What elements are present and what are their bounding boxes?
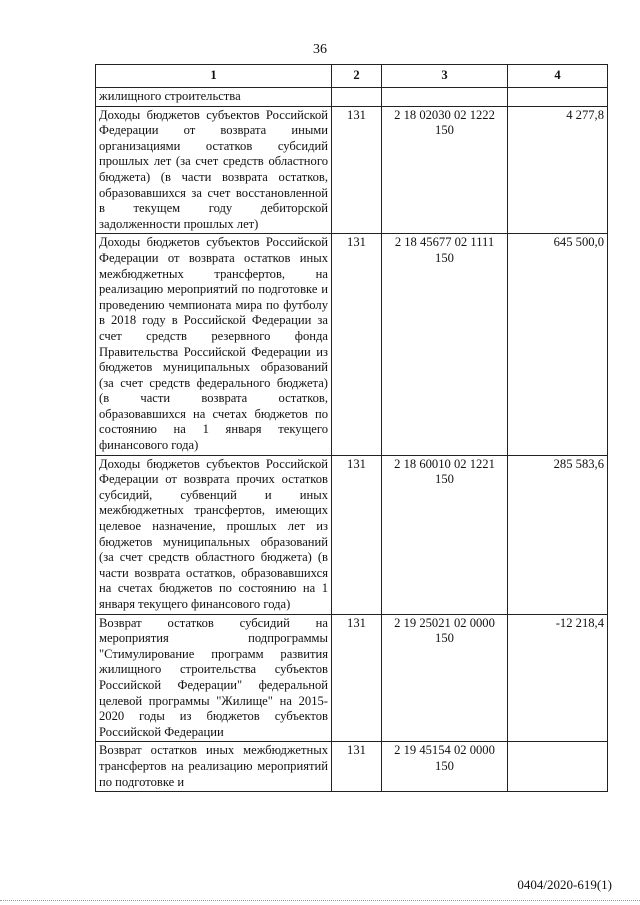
budget-revenue-table <box>95 64 608 792</box>
document-code: 0404/2020-619(1) <box>517 877 612 892</box>
row-code: 131 <box>332 234 382 455</box>
row-code: 131 <box>332 455 382 614</box>
row-kbk: 2 18 45677 02 1111 150 <box>382 234 508 455</box>
row-description: Возврат остатков иных межбюджетных трансфертов на реализацию мероприятий по подготовке и <box>96 742 332 792</box>
table-row <box>96 88 608 107</box>
row-amount <box>508 88 608 107</box>
page-number: 36 <box>313 42 327 57</box>
table-header-row <box>96 65 608 88</box>
row-description: Доходы бюджетов субъектов Российской Федерации от возврата остатков иных межбюджетных трансфертов, на реализацию мероприятий по подготовке и проведению чемпионата мира по футболу в 2018 году в Российской Федерации за счет средств резервного фонда Правительства Российской Федерации из бюджетов муниципальных образований (за счет средств федерального бюджета) (в части возврата остатков, образовавшихся на счетах бюджетов по состоянию на 1 января текущего финансового года) <box>96 234 332 455</box>
row-description: Доходы бюджетов субъектов Российской Федерации от возврата прочих остатков субсидий, субвенций и иных межбюджетных трансфертов, имеющих целевое назначение, прошлых лет из бюджетов муниципальных образований (за счет средств областного бюджета) (в части возврата остатков, образовавшихся на счетах бюджетов по состоянию на 1 января текущего финансового года) <box>96 455 332 614</box>
row-kbk: 2 19 25021 02 0000 150 <box>382 614 508 742</box>
table-row <box>96 234 608 455</box>
row-amount: 285 583,6 <box>508 455 608 614</box>
row-amount: -12 218,4 <box>508 614 608 742</box>
row-amount: 4 277,8 <box>508 106 608 234</box>
row-kbk <box>382 88 508 107</box>
row-kbk: 2 18 02030 02 1222 150 <box>382 106 508 234</box>
column-header-3: 3 <box>382 65 508 88</box>
row-amount <box>508 742 608 792</box>
row-description: Доходы бюджетов субъектов Российской Федерации от возврата иными организациями остатков субсидий прошлых лет (за счет средств областного бюджета) (в части возврата остатков, образовавшихся за счет восстановленной в текущем году дебиторской задолженности прошлых лет) <box>96 106 332 234</box>
table-row <box>96 106 608 234</box>
row-amount: 645 500,0 <box>508 234 608 455</box>
row-code: 131 <box>332 742 382 792</box>
page-bottom-divider <box>0 900 640 901</box>
table-row <box>96 614 608 742</box>
column-header-1: 1 <box>96 65 332 88</box>
row-description: жилищного строительства <box>96 88 332 107</box>
column-header-2: 2 <box>332 65 382 88</box>
row-code: 131 <box>332 614 382 742</box>
row-kbk: 2 18 60010 02 1221 150 <box>382 455 508 614</box>
row-code <box>332 88 382 107</box>
table-row <box>96 455 608 614</box>
table-row <box>96 742 608 792</box>
row-code: 131 <box>332 106 382 234</box>
column-header-4: 4 <box>508 65 608 88</box>
row-description: Возврат остатков субсидий на мероприятия подпрограммы "Стимулирование программ развития жилищного строительства субъектов Российской Федерации" федеральной целевой программы "Жилище" на 2015-2020 годы из бюджетов субъектов Российской Федерации <box>96 614 332 742</box>
row-kbk: 2 19 45154 02 0000 150 <box>382 742 508 792</box>
